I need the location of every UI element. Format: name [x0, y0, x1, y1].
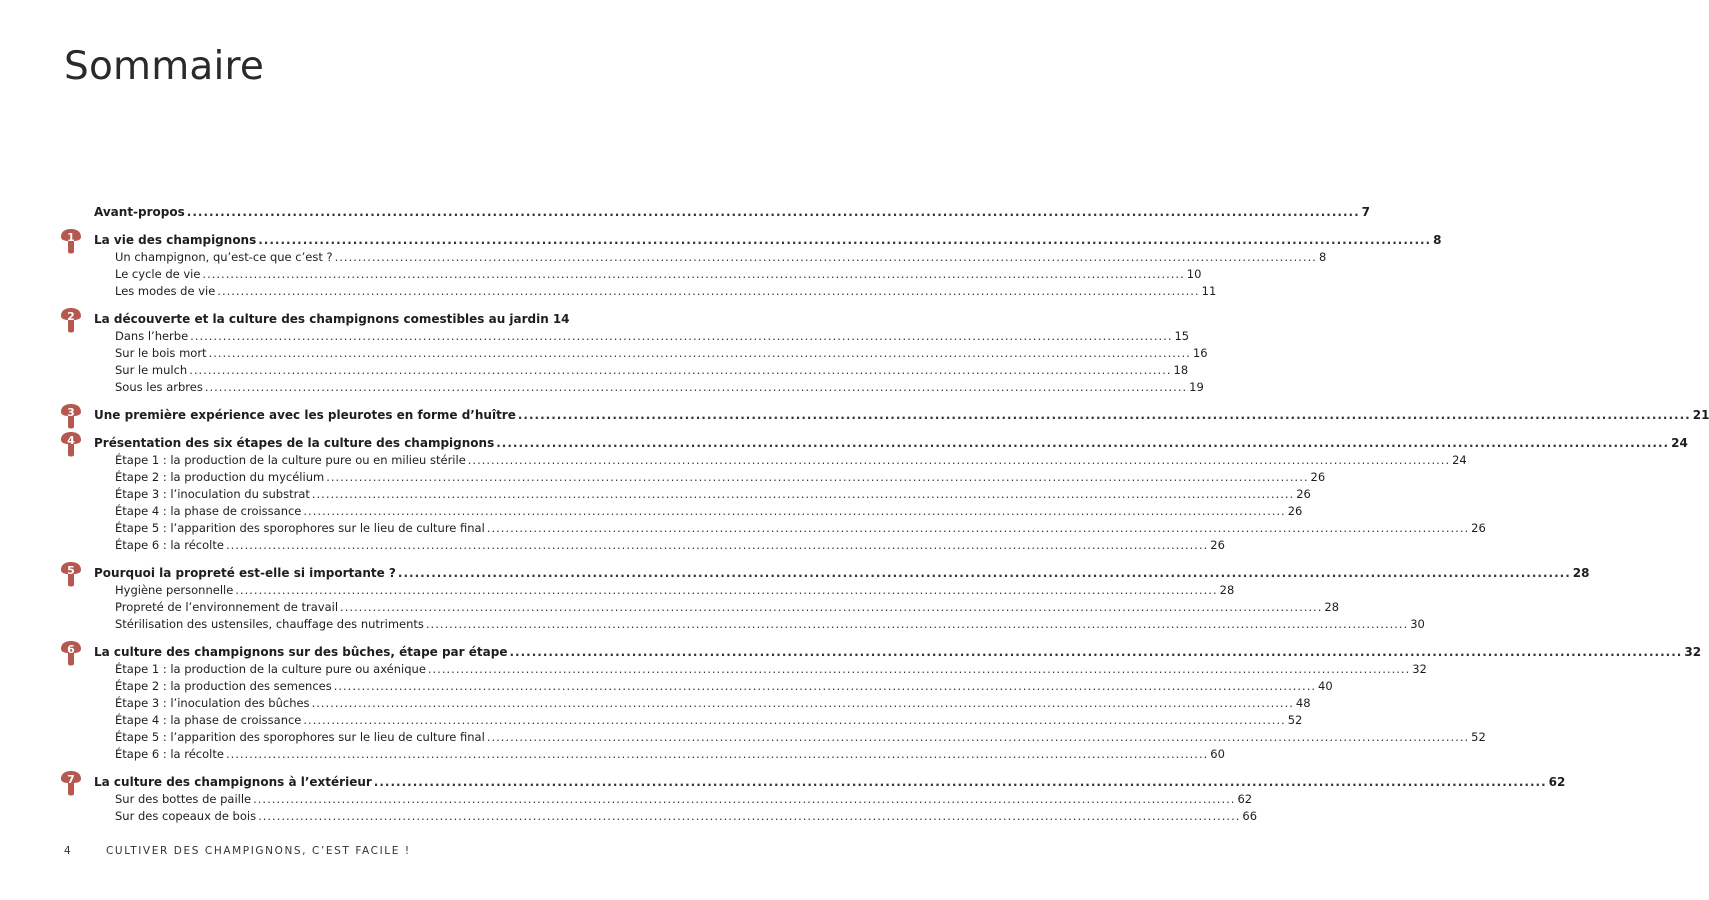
chapter-number: 4	[67, 434, 75, 447]
toc-entry-title: La culture des champignons à l’extérieur	[94, 775, 372, 789]
toc-chapter[interactable]	[94, 407, 1709, 424]
toc-page-number: 28	[1219, 583, 1235, 597]
chapter-number: 2	[67, 310, 75, 323]
toc-entry-title: Étape 5 : l’apparition des sporophores sur le lieu de culture final	[115, 730, 485, 744]
toc-section[interactable]	[115, 345, 1208, 362]
toc-leader-dots	[202, 266, 1184, 283]
toc-leader-dots	[509, 644, 1682, 661]
toc-entry-title: Le cycle de vie	[115, 267, 201, 281]
toc-section[interactable]	[115, 486, 1311, 503]
toc-page-number: 7	[1361, 205, 1371, 219]
page-footer	[0, 845, 643, 865]
toc-entry-title: La culture des champignons sur des bûches, étape par étape	[94, 645, 508, 659]
toc-entry-title: Pourquoi la propreté est-elle si importante ?	[94, 566, 396, 580]
toc-leader-dots	[303, 503, 1285, 520]
chapter-number: 1	[67, 231, 75, 244]
chapter-number: 7	[67, 773, 75, 786]
toc-leader-dots	[340, 599, 1322, 616]
toc-entry-title: Étape 2 : la production des semences	[115, 679, 332, 693]
toc-entry-title: Sur des copeaux de bois	[115, 809, 257, 823]
page-number: 4	[64, 845, 71, 857]
toc-entry-title: Sur le mulch	[115, 363, 188, 377]
running-title: CULTIVER DES CHAMPIGNONS, C’EST FACILE !	[106, 845, 411, 857]
table-of-contents	[0, 204, 1709, 825]
toc-entry-title: Étape 3 : l’inoculation du substrat	[115, 487, 310, 501]
toc-section[interactable]	[115, 808, 1258, 825]
toc-page-number: 16	[1192, 346, 1208, 360]
toc-chapter[interactable]	[94, 644, 1702, 661]
toc-page-number: 60	[1210, 747, 1225, 761]
toc-page-number: 11	[1201, 284, 1217, 298]
chapter-badge-mushroom-icon	[59, 562, 83, 588]
toc-section[interactable]	[115, 791, 1253, 808]
chapter-number: 5	[67, 564, 75, 577]
toc-leader-dots	[334, 678, 1316, 695]
toc-entry-title: Avant-propos	[94, 205, 185, 219]
toc-section[interactable]	[115, 616, 1425, 633]
toc-page-number: 24	[1671, 436, 1688, 450]
toc-leader-dots	[518, 407, 1691, 424]
toc-section[interactable]	[115, 746, 1225, 763]
toc-leader-dots	[258, 808, 1240, 825]
toc-page-number: 52	[1287, 713, 1303, 727]
toc-page-number: 26	[1287, 504, 1303, 518]
toc-entry-title: Dans l’herbe	[115, 329, 189, 343]
toc-entry-title: Présentation des six étapes de la culture des champignons	[94, 436, 495, 450]
toc-page-number: 8	[1433, 233, 1442, 247]
toc-section[interactable]	[115, 469, 1326, 486]
toc-entry-title: Étape 6 : la récolte	[115, 538, 224, 552]
toc-entry-title: Propreté de l’environnement de travail	[115, 600, 339, 614]
toc-leader-dots	[253, 791, 1235, 808]
toc-entry-title: Étape 1 : la production de la culture pure ou axénique	[115, 662, 426, 676]
toc-leader-dots	[190, 328, 1172, 345]
toc-leader-dots	[226, 746, 1208, 763]
toc-leader-dots	[312, 695, 1294, 712]
toc-leader-dots	[235, 582, 1217, 599]
chapter-badge-mushroom-icon	[59, 432, 83, 458]
toc-entry-title: La découverte et la culture des champignons comestibles au jardin	[94, 312, 549, 326]
toc-section[interactable]	[115, 599, 1340, 616]
toc-page-number: 62	[1548, 775, 1566, 789]
toc-section[interactable]	[115, 379, 1204, 396]
chapter-badge-mushroom-icon	[59, 641, 83, 667]
toc-entry-title: Hygiène personnelle	[115, 583, 234, 597]
toc-leader-dots	[335, 249, 1317, 266]
toc-section[interactable]	[115, 283, 1217, 300]
toc-section[interactable]	[115, 249, 1327, 266]
toc-section[interactable]	[115, 678, 1333, 695]
toc-leader-dots	[226, 537, 1208, 554]
toc-entry-title: Stérilisation des ustensiles, chauffage des nutriments	[115, 617, 424, 631]
chapter-badge-mushroom-icon	[59, 229, 83, 255]
toc-entry-title: La vie des champignons	[94, 233, 257, 247]
toc-section[interactable]	[115, 362, 1189, 379]
toc-section[interactable]	[115, 266, 1202, 283]
toc-entry-title: Les modes de vie	[115, 284, 216, 298]
toc-entry-title: Étape 1 : la production de la culture pure ou en milieu stérile	[115, 453, 466, 467]
toc-chapter[interactable]	[94, 311, 570, 328]
toc-leader-dots	[209, 345, 1191, 362]
toc-chapter[interactable]	[94, 232, 1442, 249]
toc-entry-title: Étape 5 : l’apparition des sporophores sur le lieu de culture final	[115, 521, 485, 535]
toc-section[interactable]	[115, 729, 1486, 746]
toc-page-number: 32	[1412, 662, 1427, 676]
toc-page-number: 26	[1296, 487, 1311, 501]
chapter-badge-mushroom-icon	[59, 771, 83, 797]
toc-page-number: 48	[1295, 696, 1311, 710]
toc-leader-dots	[487, 520, 1469, 537]
toc-leader-dots	[205, 379, 1187, 396]
toc-leader-dots	[187, 204, 1360, 221]
toc-leader-dots	[303, 712, 1285, 729]
toc-entry-title: Sur des bottes de paille	[115, 792, 252, 806]
toc-entry-title: Étape 6 : la récolte	[115, 747, 224, 761]
toc-page-number: 18	[1173, 363, 1189, 377]
toc-page-number: 21	[1692, 408, 1709, 422]
toc-page-number: 28	[1572, 566, 1590, 580]
toc-entry-title: Étape 4 : la phase de croissance	[115, 713, 302, 727]
toc-page-number: 8	[1318, 250, 1327, 264]
toc-page-number: 24	[1452, 453, 1467, 467]
toc-section[interactable]	[115, 452, 1467, 469]
toc-section[interactable]	[115, 712, 1303, 729]
toc-section[interactable]	[115, 520, 1486, 537]
chapter-number: 3	[67, 406, 75, 419]
toc-page-number: 62	[1237, 792, 1253, 806]
toc-section[interactable]	[115, 695, 1311, 712]
toc-entry-title: Étape 3 : l’inoculation des bûches	[115, 696, 310, 710]
toc-leader-dots	[428, 661, 1410, 678]
toc-page-number: 66	[1242, 809, 1258, 823]
toc-page-number: 52	[1471, 730, 1486, 744]
page-title: Sommaire	[64, 44, 265, 89]
toc-page-number: 32	[1684, 645, 1702, 659]
toc-leader-dots	[496, 435, 1669, 452]
toc-chapter[interactable]	[94, 435, 1688, 452]
toc-leader-dots	[426, 616, 1408, 633]
toc-leader-dots	[258, 232, 1431, 249]
toc-section[interactable]	[115, 582, 1235, 599]
toc-page-number: 15	[1174, 329, 1190, 343]
toc-chapter[interactable]	[94, 774, 1566, 791]
toc-page-number: 14	[552, 312, 570, 326]
chapter-number: 6	[67, 643, 75, 656]
toc-leader-dots	[374, 774, 1547, 791]
toc-page-number: 26	[1210, 538, 1225, 552]
toc-section[interactable]	[115, 537, 1225, 554]
toc-page-number: 19	[1189, 380, 1204, 394]
toc-front-matter[interactable]	[94, 204, 1371, 221]
toc-page-number: 26	[1310, 470, 1326, 484]
toc-page-number: 40	[1318, 679, 1333, 693]
toc-chapter[interactable]	[94, 565, 1590, 582]
toc-entry-title: Sur le bois mort	[115, 346, 207, 360]
toc-page-number: 30	[1410, 617, 1425, 631]
chapter-badge-mushroom-icon	[59, 404, 83, 430]
toc-leader-dots	[326, 469, 1308, 486]
toc-section[interactable]	[115, 661, 1427, 678]
toc-leader-dots	[398, 565, 1571, 582]
chapter-badge-mushroom-icon	[59, 308, 83, 334]
toc-section[interactable]	[115, 328, 1190, 345]
toc-entry-title: Étape 2 : la production du mycélium	[115, 470, 325, 484]
toc-leader-dots	[487, 729, 1469, 746]
toc-entry-title: Étape 4 : la phase de croissance	[115, 504, 302, 518]
toc-entry-title: Un champignon, qu’est-ce que c’est ?	[115, 250, 333, 264]
toc-page-number: 26	[1471, 521, 1486, 535]
toc-page-number: 10	[1186, 267, 1202, 281]
toc-entry-title: Sous les arbres	[115, 380, 203, 394]
toc-leader-dots	[312, 486, 1294, 503]
toc-section[interactable]	[115, 503, 1303, 520]
toc-leader-dots	[189, 362, 1171, 379]
toc-leader-dots	[468, 452, 1450, 469]
toc-page-number: 28	[1324, 600, 1340, 614]
toc-leader-dots	[217, 283, 1199, 300]
toc-entry-title: Une première expérience avec les pleurotes en forme d’huître	[94, 408, 516, 422]
